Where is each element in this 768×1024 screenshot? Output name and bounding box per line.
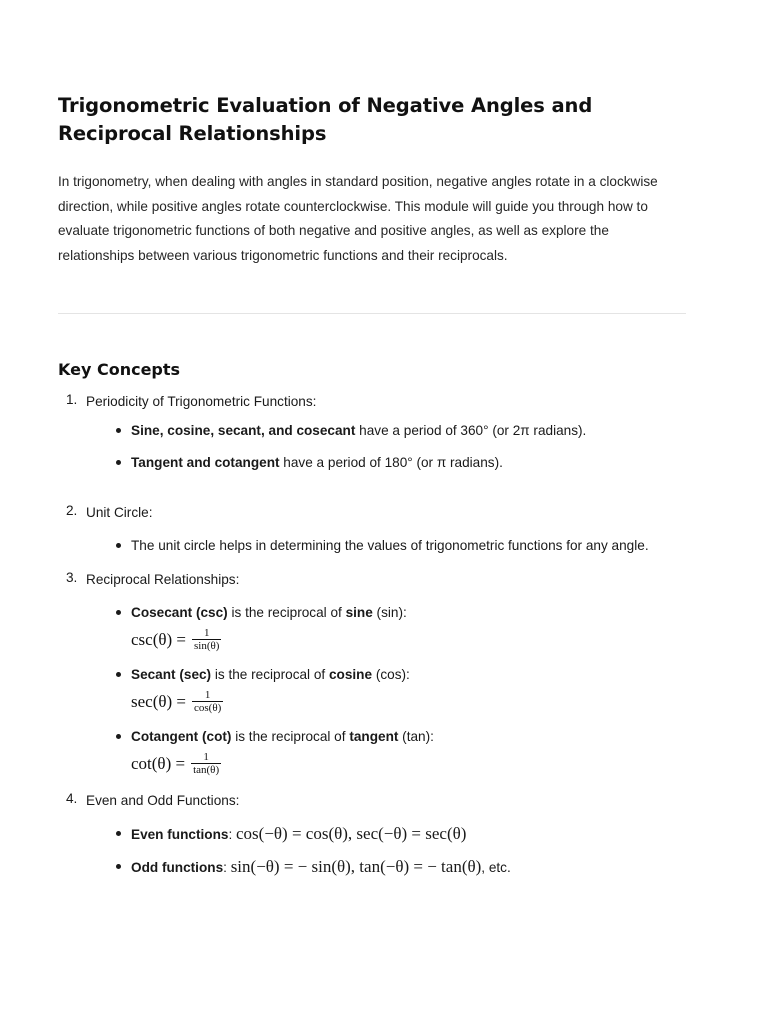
bold-term: sine	[345, 605, 373, 620]
intro-paragraph: In trigonometry, when dealing with angles in standard position, negative angles rotate in a clockwise direction, while positive angles rotate counterclockwise. This module will guide you through how to evaluate trigonometric functions of both negative and positive angles, as well as explore the relationships between various trigonometric functions and their reciprocals.	[58, 174, 658, 263]
bold-term: Odd functions	[131, 860, 224, 875]
even-odd-bullets	[86, 824, 688, 878]
list-item	[114, 453, 688, 473]
bullet-icon	[116, 864, 121, 869]
reciprocal-bullets	[86, 603, 688, 779]
bullet-text: have a period of 360° (or 2π radians).	[355, 423, 587, 438]
title-suffix: :	[148, 505, 153, 520]
bullet-text: is the reciprocal of	[227, 605, 346, 620]
list-number: 4.	[66, 791, 78, 806]
bullet-text: The unit circle helps in determining the values of trigonometric functions for any angle.	[131, 538, 649, 553]
bold-term: Even functions	[131, 827, 229, 842]
csc-formula	[131, 625, 688, 655]
bullet-text: :	[228, 827, 236, 842]
odd-functions-math: sin(−θ) = − sin(θ), tan(−θ) = − tan(θ)	[230, 857, 482, 876]
title-suffix: :	[235, 572, 240, 587]
bullet-text: (cos):	[372, 667, 410, 682]
formula-lhs: cot(θ) =	[131, 754, 186, 773]
section-divider	[58, 313, 686, 314]
concept-title: Reciprocal Relationships	[86, 572, 236, 587]
concept-unit-circle	[58, 503, 688, 556]
bold-term: Cotangent (cot)	[131, 729, 232, 744]
key-concepts-heading: Key Concepts	[58, 360, 181, 379]
unit-circle-bullets	[86, 536, 688, 556]
list-item	[114, 603, 688, 655]
bullet-icon	[116, 672, 121, 677]
list-item	[114, 421, 688, 441]
concept-title: Even and Odd Functions:	[86, 793, 240, 808]
fraction-numerator: 1	[203, 627, 210, 639]
list-number: 1.	[66, 392, 78, 407]
bold-term: cosine	[328, 667, 373, 682]
bullet-text: :	[223, 860, 231, 875]
fraction	[192, 690, 223, 714]
bullet-icon	[116, 610, 121, 615]
list-item	[114, 665, 688, 717]
fraction-numerator: 1	[204, 689, 211, 701]
list-item	[114, 824, 688, 845]
key-concepts-list	[58, 392, 688, 878]
list-item	[114, 727, 688, 779]
bullet-icon	[116, 543, 121, 548]
fraction	[192, 628, 221, 652]
bullet-icon	[116, 460, 121, 465]
even-functions-math: cos(−θ) = cos(θ), sec(−θ) = sec(θ)	[236, 824, 467, 843]
fraction-denominator: tan(θ)	[193, 764, 220, 776]
bold-term: tangent	[349, 729, 399, 744]
fraction-denominator: cos(θ)	[194, 702, 222, 714]
bullet-tail: , etc.	[481, 860, 511, 875]
page-title: Trigonometric Evaluation of Negative Angles and Reciprocal Relationships	[58, 94, 593, 145]
bullet-text: is the reciprocal of	[231, 729, 350, 744]
fraction-numerator: 1	[203, 751, 209, 763]
list-number: 3.	[66, 570, 78, 585]
bold-term: Sine, cosine, secant, and cosecant	[131, 423, 356, 438]
bullet-icon	[116, 428, 121, 433]
fraction-denominator: sin(θ)	[194, 640, 220, 652]
concept-title: Unit Circle	[86, 505, 149, 520]
concept-reciprocal	[58, 570, 688, 779]
cot-formula	[131, 749, 688, 779]
formula-lhs: sec(θ) =	[131, 692, 187, 711]
list-item	[114, 536, 688, 556]
concept-title: Periodicity of Trigonometric Functions:	[86, 394, 317, 409]
concept-even-odd	[58, 791, 688, 878]
periodicity-bullets	[86, 421, 688, 473]
bold-term: Cosecant (csc)	[131, 605, 228, 620]
bullet-text: (sin):	[372, 605, 407, 620]
bullet-text: (tan):	[398, 729, 434, 744]
bullet-text: have a period of 180° (or π radians).	[279, 455, 503, 470]
bullet-text: is the reciprocal of	[211, 667, 329, 682]
list-item	[114, 857, 688, 878]
bullet-icon	[116, 831, 121, 836]
formula-lhs: csc(θ) =	[131, 630, 187, 649]
bold-term: Tangent and cotangent	[131, 455, 280, 470]
concept-periodicity	[58, 392, 688, 473]
bold-term: Secant (sec)	[131, 667, 212, 682]
list-number: 2.	[66, 503, 78, 518]
bullet-icon	[116, 734, 121, 739]
sec-formula	[131, 687, 688, 717]
fraction	[191, 752, 221, 776]
